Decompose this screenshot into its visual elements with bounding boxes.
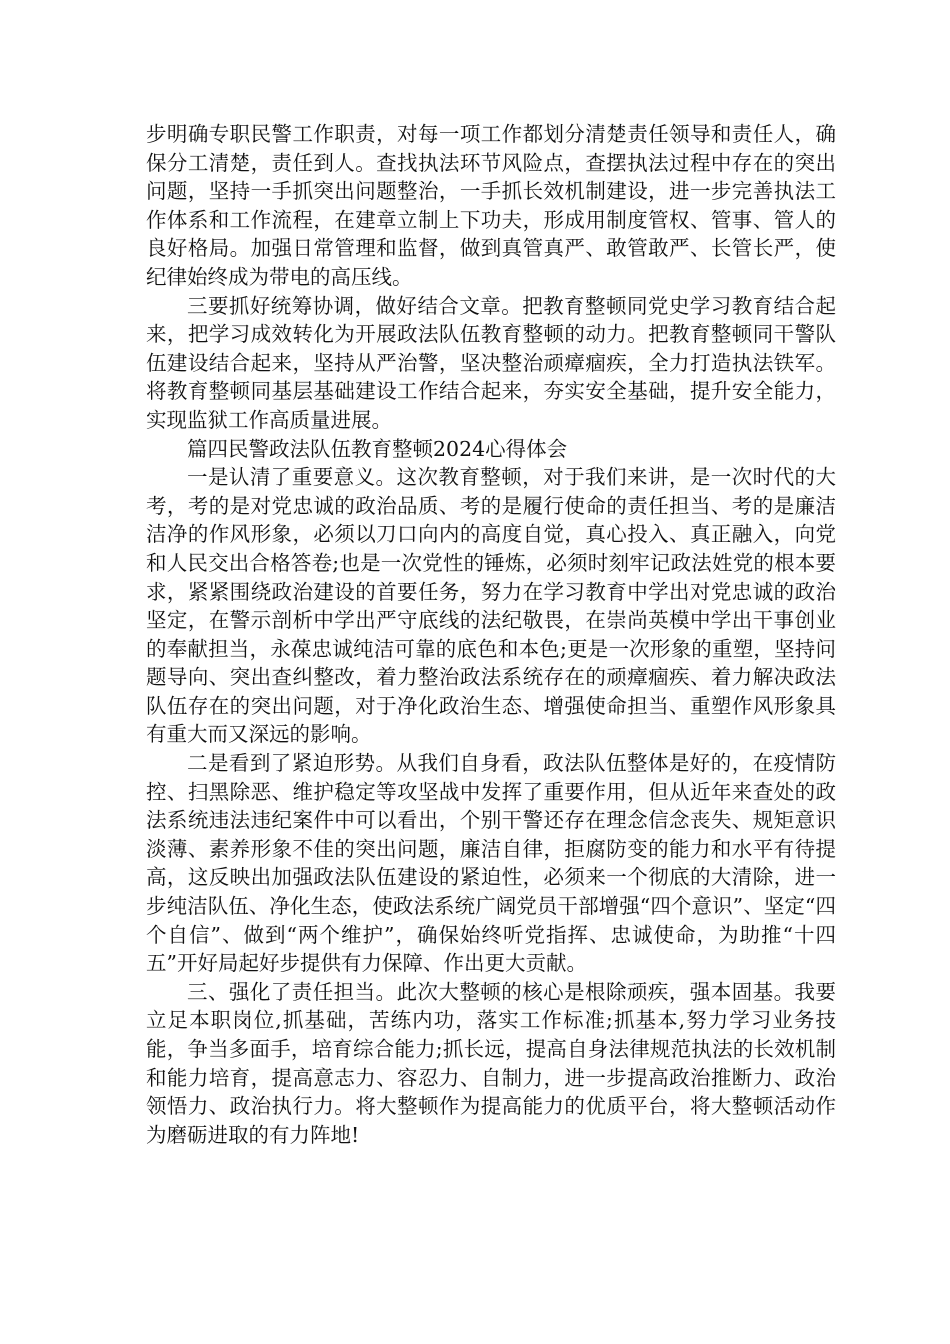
paragraph-responsibility: 三、强化了责任担当。此次大整顿的核心是根除顽疾，强本固基。我要立足本职岗位,抓基础，苦练内功，落实工作标准;抓基本,努力学习业务技能，争当多面手，培育综合能力;抓长远，提高自身法律规范执法的长效机制和能力培育，提高意志力、容忍力、自制力，进一步提高政治推断力、政治领悟力、政治执行力。将大整顿作为提高能力的优质平台，将大整顿活动作为磨砺进取的有力阵地! [146,979,836,1147]
document-page [146,120,836,1149]
paragraph-significance: 一是认清了重要意义。这次教育整顿，对于我们来讲，是一次时代的大考，考的是对党忠诚的政治品质、考的是履行使命的责任担当、考的是廉洁洁净的作风形象，必须以刀口向内的高度自觉，真心投入、真正融入，向党和人民交出合格答卷;也是一次党性的锤炼，必须时刻牢记政法姓党的根本要求，紧紧围绕政治建设的首要任务，努力在学习教育中学出对党忠诚的政治坚定，在警示剖析中学出严守底线的法纪敬畏，在崇尚英模中学出干事创业的奉献担当，永葆忠诚纯洁可靠的底色和本色;更是一次形象的重塑，坚持问题导向、突出查纠整改，着力整治政法系统存在的顽瘴痼疾、着力解决政法队伍存在的突出问题，对于净化政治生态、增强使命担当、重塑作风形象具有重大而又深远的影响。 [146,465,836,747]
paragraph-coordination: 三要抓好统筹协调，做好结合文章。把教育整顿同党史学习教育结合起来，把学习成效转化为开展政法队伍教育整顿的动力。把教育整顿同干警队伍建设结合起来，坚持从严治警，坚决整治顽瘴痼疾，全力打造执法铁军。将教育整顿同基层基础建设工作结合起来，夯实安全基础，提升安全能力，实现监狱工作高质量进展。 [146,293,836,432]
paragraph-continuation: 步明确专职民警工作职责，对每一项工作都划分清楚责任领导和责任人，确保分工清楚，责任到人。查找执法环节风险点，查摆执法过程中存在的突出问题，坚持一手抓突出问题整治，一手抓长效机制建设，进一步完善执法工作体系和工作流程，在建章立制上下功夫，形成用制度管权、管事、管人的良好格局。加强日常管理和监督，做到真管真严、敢管敢严、长管长严，使纪律始终成为带电的高压线。 [146,122,836,289]
section-heading: 篇四民警政法队伍教育整顿2024心得体会 [187,436,568,461]
paragraph-urgency: 二是看到了紧迫形势。从我们自身看，政法队伍整体是好的，在疫情防控、扫黑除恶、维护稳定等攻坚战中发挥了重要作用，但从近年来查处的政法系统违法违纪案件中可以看出，个别干警还存在理念信念丧失、规矩意识淡薄、素养形象不佳的突出问题，廉洁自律，拒腐防变的能力和水平有待提高，这反映出加强政法队伍建设的紧迫性，必须来一个彻底的大清除，进一步纯洁队伍、净化生态，使政法系统广阔党员干部增强“四个意识”、坚定“四个自信”、做到“两个维护”，确保始终听党指挥、忠诚使命，为助推“十四五”开好局起好步提供有力保障、作出更大贡献。 [146,751,836,976]
